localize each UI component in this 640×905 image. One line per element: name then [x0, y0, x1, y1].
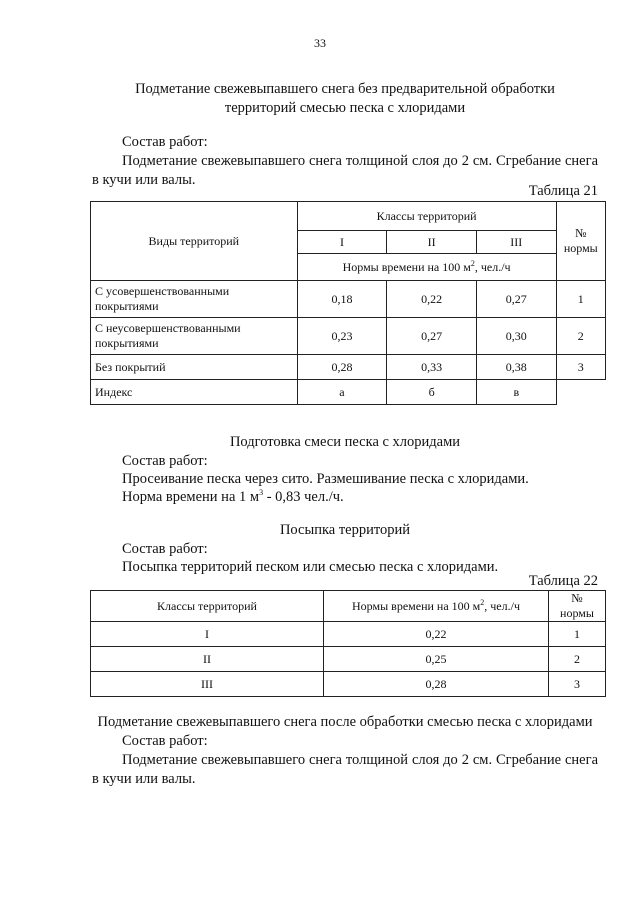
table22-cell-no: 3 — [549, 672, 606, 697]
table21-cell: 0,33 — [387, 355, 477, 380]
section2-norm-text: Норма времени на 1 $м^3 - 0,83$ чел./ч. — [122, 488, 344, 505]
table21-index-cell: в — [476, 380, 556, 405]
table21-class-3: III — [476, 231, 556, 254]
section4-title: Подметание свежевыпавшего снега после обработки смесью песка с хлоридами — [97, 714, 593, 730]
table-22 — [90, 590, 606, 697]
section1-title-line1: Подметание свежевыпавшего снега без предварительной обработки — [135, 81, 555, 97]
table21-cell-norm-no: 3 — [556, 355, 605, 380]
table22-cell-no: 1 — [549, 622, 606, 647]
table22-cell-class: III — [91, 672, 324, 697]
table21-index-cell: а — [297, 380, 387, 405]
table21-header-classes: Классы территорий — [297, 202, 556, 231]
table21-index-cell: б — [387, 380, 477, 405]
table22-cell-value: 0,22 — [324, 622, 549, 647]
table21-class-2: II — [387, 231, 477, 254]
table21-cell: 0,27 — [387, 318, 477, 355]
section3-work-label: Состав работ: — [122, 541, 208, 557]
section4-work-text: Подметание свежевыпавшего снега толщиной слоя до 2 см. Сгребание снега в кучи или валы. — [92, 752, 598, 787]
table21-cell: 0,38 — [476, 355, 556, 380]
table-21 — [90, 201, 606, 405]
section1-work-text: Подметание свежевыпавшего снега толщиной слоя до 2 см. Сгребание снега в кучи или валы. — [92, 153, 598, 188]
section1-title-line2: территорий смесью песка с хлоридами — [224, 100, 466, 116]
table-row — [91, 622, 606, 647]
section2-work-text: Просеивание песка через сито. Размешивание песка с хлоридами. — [122, 471, 529, 487]
table22-cell-class: I — [91, 622, 324, 647]
table22-cell-class: II — [91, 647, 324, 672]
table21-cell-norm-no: 2 — [556, 318, 605, 355]
table21-row2-name: С неусовершенствованными покрытиями — [91, 318, 298, 355]
table21-cell: 0,27 — [476, 281, 556, 318]
table21-index-name: Индекс — [91, 380, 298, 405]
table21-norm-time-header: Нормы времени на 100 $м^2$, чел./ч — [297, 254, 556, 281]
table22-cell-value: 0,28 — [324, 672, 549, 697]
table21-header-norm-no: № нормы — [556, 202, 605, 281]
table21-caption: Таблица 21 — [528, 183, 598, 199]
table22-header-norm: Нормы времени на 100 $м^2$, чел./ч — [324, 591, 549, 622]
table-row — [91, 355, 606, 380]
table-row — [91, 672, 606, 697]
table21-header-types: Виды территорий — [91, 202, 298, 281]
table21-class-1: I — [297, 231, 387, 254]
section1-work-label: Состав работ: — [122, 134, 208, 150]
table21-cell: 0,30 — [476, 318, 556, 355]
table21-cell-norm-no: 1 — [556, 281, 605, 318]
table22-cell-value: 0,25 — [324, 647, 549, 672]
table22-header-no: № нормы — [549, 591, 606, 622]
table21-row3-name: Без покрытий — [91, 355, 298, 380]
table22-caption: Таблица 22 — [528, 573, 598, 589]
table-row — [91, 318, 606, 355]
section2-work-label: Состав работ: — [122, 453, 208, 469]
table-row — [91, 380, 606, 405]
section3-title: Посыпка территорий — [279, 522, 411, 538]
table22-header-classes: Классы территорий — [91, 591, 324, 622]
table21-cell: 0,18 — [297, 281, 387, 318]
table21-cell: 0,22 — [387, 281, 477, 318]
section1-title — [92, 80, 598, 118]
table-row — [91, 647, 606, 672]
section3-work-text: Посыпка территорий песком или смесью песка с хлоридами. — [122, 559, 499, 575]
page-number: 33 — [314, 36, 326, 50]
table21-cell: 0,23 — [297, 318, 387, 355]
section4-work-label: Состав работ: — [122, 733, 208, 749]
section2-title: Подготовка смеси песка с хлоридами — [229, 434, 461, 450]
table21-cell: 0,28 — [297, 355, 387, 380]
table22-cell-no: 2 — [549, 647, 606, 672]
table21-row1-name: С усовершенствованными покрытиями — [91, 281, 298, 318]
table-row — [91, 281, 606, 318]
table21-empty-cell — [556, 380, 605, 405]
